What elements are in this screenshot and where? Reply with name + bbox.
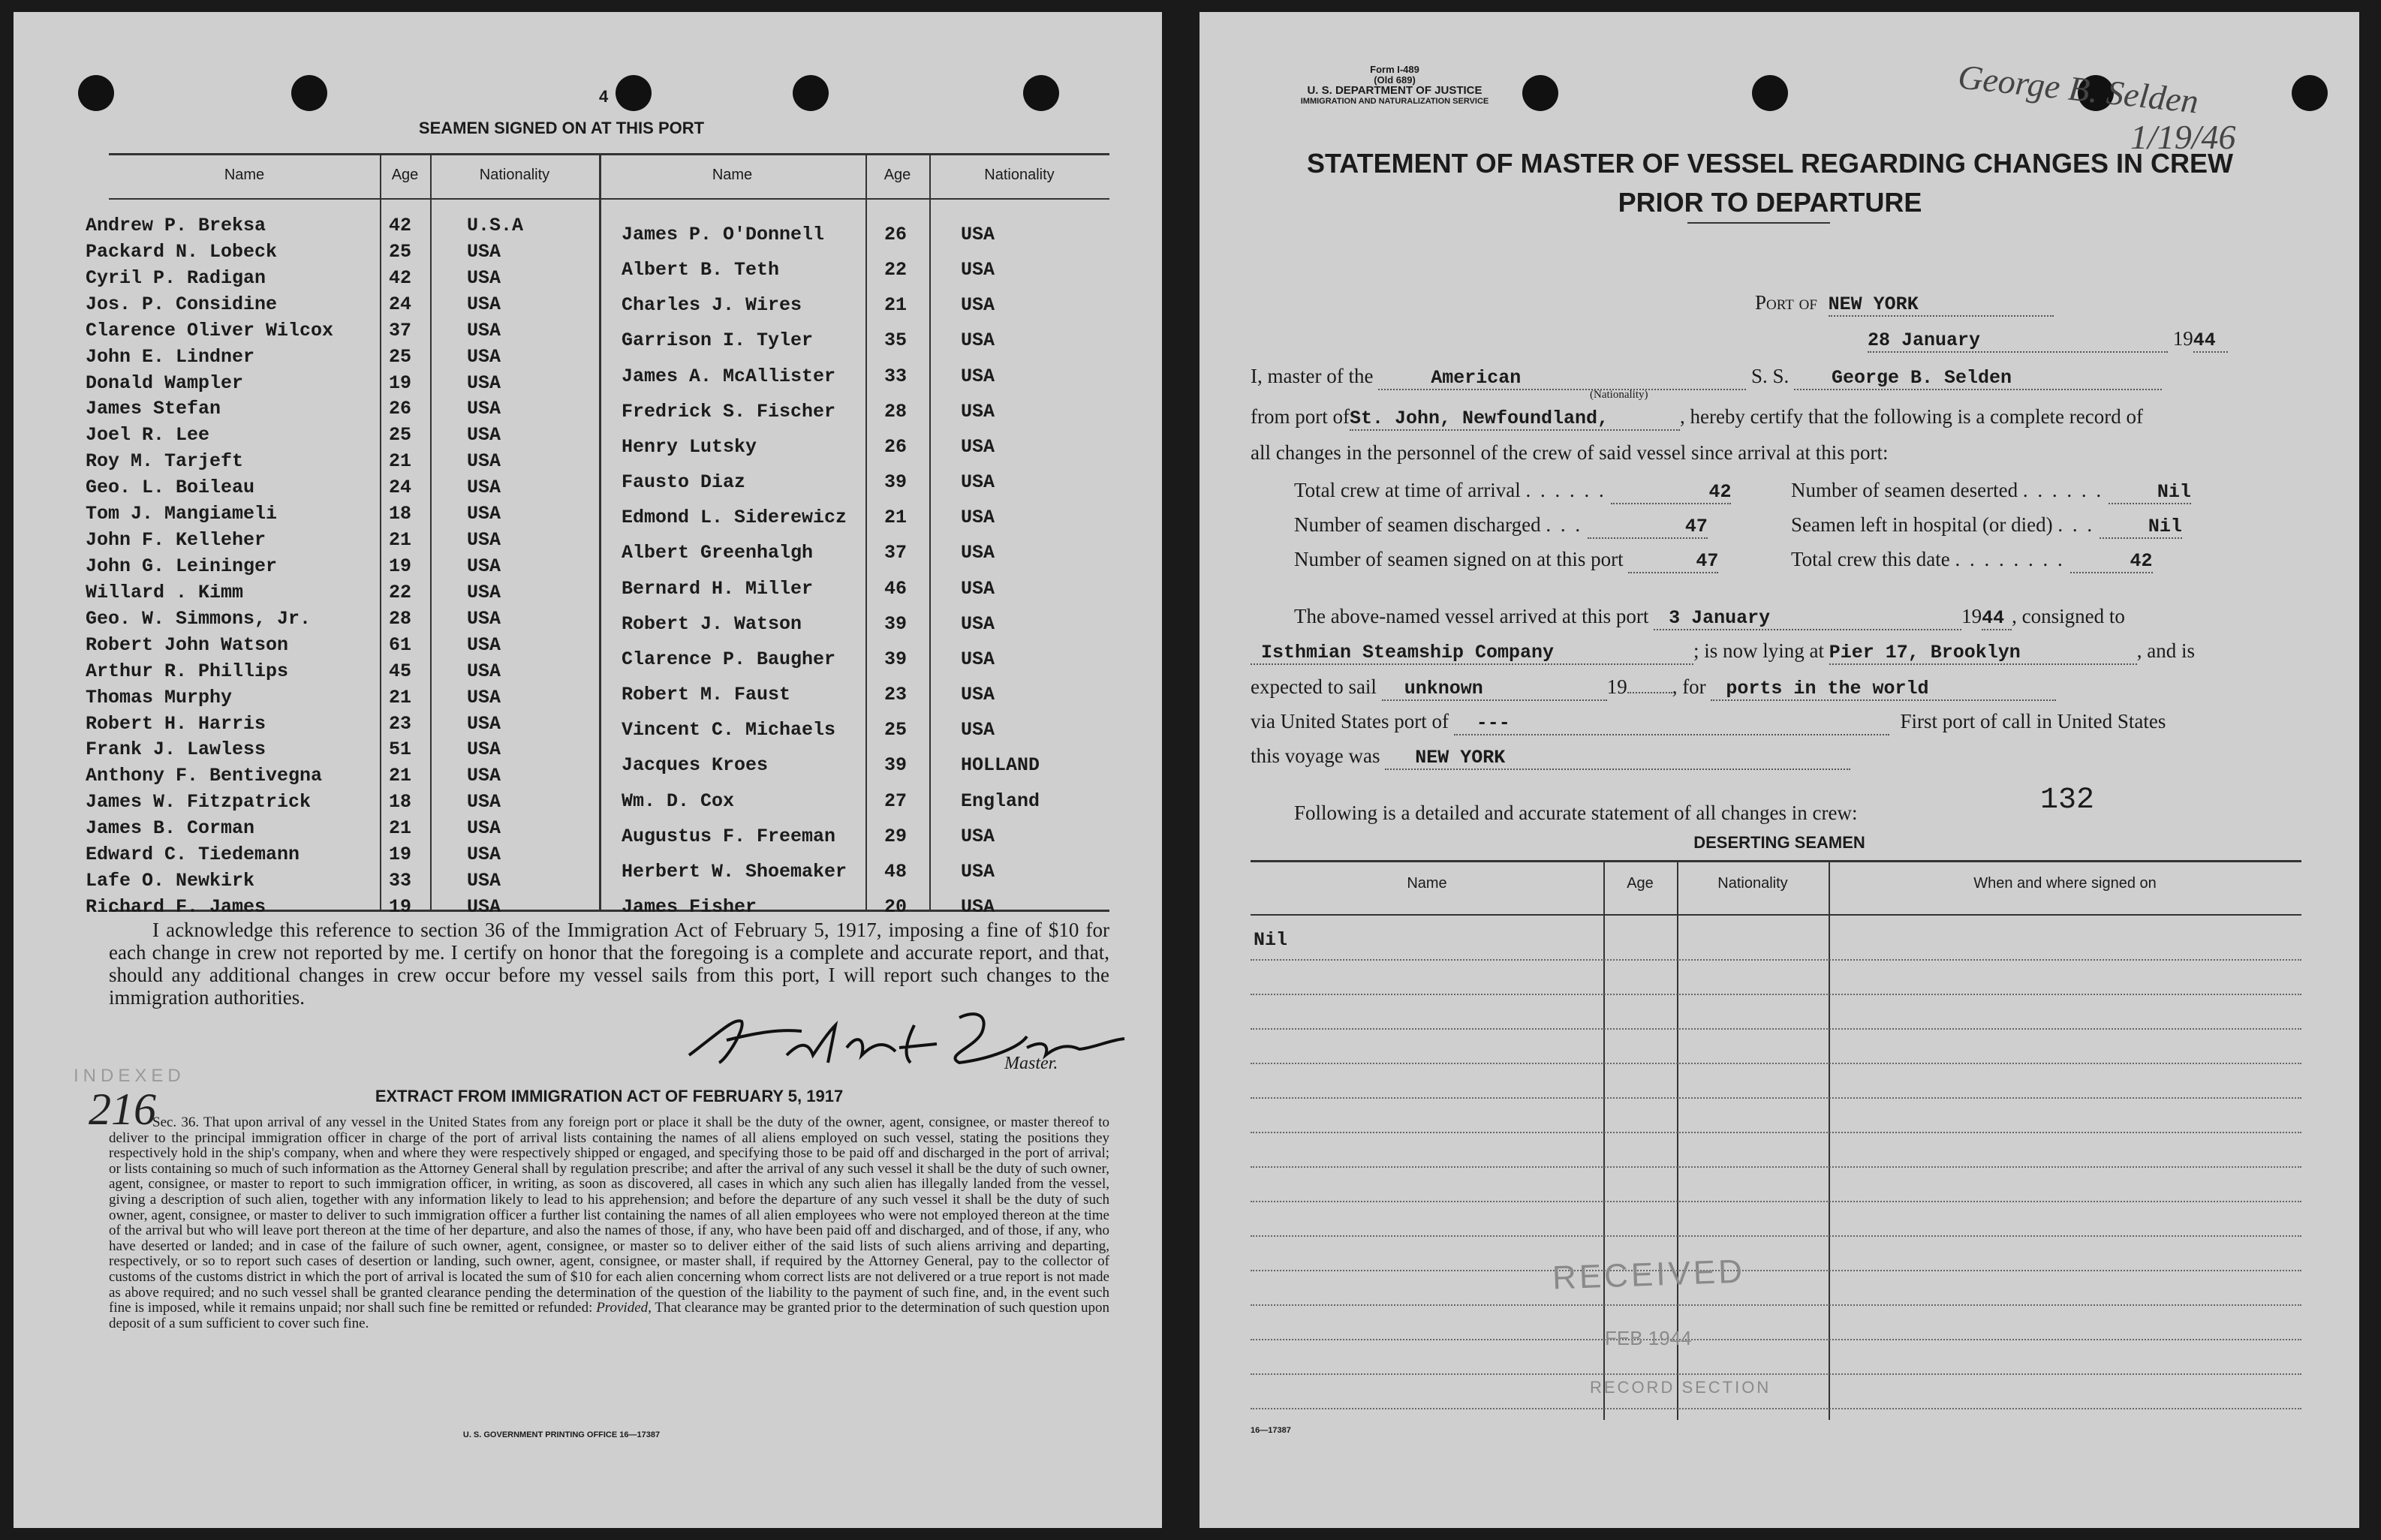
crew-nationality: USA	[467, 555, 501, 577]
all-changes-row: all changes in the personnel of the crew of said vessel since arrival at this port:	[1251, 441, 1889, 464]
crew-age: 61	[389, 633, 412, 656]
crew-age: 26	[389, 398, 412, 420]
crew-nationality: USA	[961, 471, 995, 494]
section-title: SEAMEN SIGNED ON AT THIS PORT	[418, 119, 705, 137]
crew-age: 46	[884, 577, 908, 600]
port-of-row: Port of NEW YORK	[1755, 291, 2054, 317]
crew-name: Arthur R. Phillips	[86, 660, 289, 682]
crew-name: Henry Lutsky	[622, 435, 757, 458]
crew-nationality: USA	[467, 371, 501, 394]
master-label: Master.	[1004, 1054, 1058, 1073]
from-port-row: from port ofSt. John, Newfoundland, , hereby certify that the following is a complete record of	[1251, 405, 2143, 429]
following-text: Following is a detailed and accurate statement of all changes in crew:	[1294, 802, 1858, 824]
crew-nationality: USA	[467, 633, 501, 656]
crew-name: Andrew P. Breksa	[86, 215, 266, 236]
col-nationality: Nationality	[479, 167, 550, 183]
crew-name: Packard N. Lobeck	[86, 240, 278, 263]
crew-age: 20	[884, 896, 908, 918]
crew-nationality: HOLLAND	[961, 754, 1040, 777]
col-age: Age	[391, 167, 419, 183]
crew-age: 26	[884, 435, 908, 458]
crew-nationality: USA	[961, 542, 995, 564]
form-header: Form I-489 (Old 689) U. S. DEPARTMENT OF JUSTICE IMMIGRATION AND NATURALIZATION SERVICE	[1300, 64, 1489, 106]
crew-age: 22	[389, 581, 412, 603]
crew-name: Fredrick S. Fischer	[622, 400, 836, 423]
master-signature	[674, 1003, 1139, 1078]
ruled-line	[1251, 1339, 2301, 1340]
crew-nationality: USA	[961, 507, 995, 529]
crew-name: Albert B. Teth	[622, 259, 780, 281]
crew-nationality: USA	[467, 293, 501, 315]
crew-nationality: USA	[961, 365, 995, 387]
crew-age: 19	[389, 371, 412, 394]
crew-nationality: USA	[961, 860, 995, 883]
crew-age: 19	[389, 555, 412, 577]
crew-name: John G. Leininger	[86, 555, 278, 577]
desert-col-age: Age	[1627, 875, 1654, 892]
crew-name: Albert Greenhalgh	[622, 542, 814, 564]
crew-age: 35	[884, 329, 908, 352]
crew-age: 25	[389, 424, 412, 447]
crew-age: 21	[884, 507, 908, 529]
handwritten-note: George B. Selden	[1956, 57, 2201, 121]
crew-name: Cyril P. Radigan	[86, 266, 266, 289]
crew-name: Edward C. Tiedemann	[86, 844, 300, 866]
crew-nationality: U.S.A	[467, 215, 524, 236]
crew-name: John E. Lindner	[86, 345, 255, 368]
ruled-line	[1251, 1063, 2301, 1064]
crew-name: Tom J. Mangiameli	[86, 503, 278, 525]
form-title: STATEMENT OF MASTER OF VESSEL REGARDING CHANGES IN CREW PRIOR TO DEPARTURE	[1306, 148, 2234, 218]
discharged-row: Number of seamen discharged . . . 47	[1294, 513, 1708, 537]
crew-name: Clarence Oliver Wilcox	[86, 319, 334, 341]
crew-nationality: USA	[467, 844, 501, 866]
punch-hole	[291, 75, 327, 111]
ruled-line	[1251, 1097, 2301, 1099]
crew-age: 19	[389, 896, 412, 918]
crew-nationality: USA	[467, 424, 501, 447]
crew-age: 21	[884, 294, 908, 317]
crew-nationality: USA	[961, 294, 995, 317]
crew-name: Thomas Murphy	[86, 686, 233, 708]
crew-age: 24	[389, 293, 412, 315]
crew-age: 39	[884, 471, 908, 494]
crew-age: 33	[389, 870, 412, 892]
signed-on-row: Number of seamen signed on at this port 47	[1294, 548, 1719, 572]
extract-title: EXTRACT FROM IMMIGRATION ACT OF FEBRUARY 5, 1917	[375, 1087, 844, 1105]
crew-nationality: USA	[961, 400, 995, 423]
crew-nationality: USA	[467, 870, 501, 892]
crew-age: 23	[884, 684, 908, 706]
crew-name: Joel R. Lee	[86, 424, 210, 447]
crew-name: James Stefan	[86, 398, 221, 420]
desert-col-nationality: Nationality	[1717, 875, 1788, 892]
crew-nationality: USA	[467, 686, 501, 708]
crew-age: 23	[389, 712, 412, 735]
received-date: FEB 1944	[1605, 1327, 1692, 1349]
crew-nationality: USA	[467, 896, 501, 918]
crew-name: James B. Corman	[86, 817, 255, 840]
crew-age: 21	[389, 450, 412, 473]
crew-nationality: USA	[467, 398, 501, 420]
crew-age: 33	[884, 365, 908, 387]
crew-nationality: USA	[467, 581, 501, 603]
punch-hole	[793, 75, 829, 111]
expected-row: expected to sail unknown 19 , for ports in the world	[1251, 675, 2056, 701]
ruled-line	[1251, 1132, 2301, 1133]
crew-name: Fausto Diaz	[622, 471, 746, 494]
crew-name: Lafe O. Newkirk	[86, 870, 255, 892]
crew-name: James Fisher	[622, 896, 757, 918]
crew-age: 39	[884, 612, 908, 635]
crew-name: Clarence P. Baugher	[622, 648, 836, 670]
ruled-line	[1251, 1408, 2301, 1409]
crew-name: Robert John Watson	[86, 633, 289, 656]
ruled-line	[1251, 1235, 2301, 1237]
left-page	[14, 12, 1162, 1528]
crew-nationality: USA	[467, 738, 501, 761]
consignee-row: Isthmian Steamship Company ; is now lying at Pier 17, Brooklyn , and is	[1251, 639, 2195, 665]
right-page	[1200, 12, 2359, 1528]
received-stamp: RECEIVED	[1552, 1253, 1746, 1297]
crew-name: Geo. L. Boileau	[86, 477, 255, 499]
punch-hole	[1752, 75, 1788, 111]
crew-nationality: USA	[961, 719, 995, 741]
crew-name: Jacques Kroes	[622, 754, 769, 777]
crew-age: 19	[389, 844, 412, 866]
crew-name: James P. O'Donnell	[622, 224, 825, 245]
crew-age: 21	[389, 765, 412, 787]
crew-nationality: England	[961, 790, 1040, 812]
punch-hole	[78, 75, 114, 111]
nationality-caption: (Nationality)	[1590, 389, 1648, 401]
crew-age: 22	[884, 259, 908, 281]
crew-name: John F. Kelleher	[86, 529, 266, 552]
acknowledgement: I acknowledge this reference to section 36 of the Immigration Act of February 5, 1917, imposing a fine of $10 for each change in crew not reported by me. I certify on honor that the foregoing is a complete and accurate report, and that, should any additional changes in crew occur before my vessel sails from this port, I will report such changes to the immigration authorities.	[109, 919, 1109, 1009]
arrived-row: The above-named vessel arrived at this port 3 January 1944 , consigned to	[1294, 605, 2125, 629]
crew-age: 42	[389, 215, 412, 236]
extract-text: Sec. 36. That upon arrival of any vessel in the United States from any foreign port or place it shall be the duty of the owner, agent, consignee, or master thereof to deliver to the principal immigration officer in charge of the port of arrival lists containing the names of all aliens employed on such vessel, stating the positions they respectively hold in the ship's company, when and where they were respectively shipped or engaged, and specifying those to be paid off and discharged in the port of arrival; or lists containing so much of such information as the Attorney General shall by regulation prescribe; and after the arrival of any such vessel it shall be the duty of such owner, agent, consignee, or master to report to such immigration officer, in writing, as soon as discovered, all cases in which any such alien has illegally landed from the vessel, giving a description of such alien, together with any information likely to lead to his apprehension; and before the departure of any such vessel it shall be the duty of such owner, agent, consignee, or master to deliver to such immigration officer a further list containing the names of all alien employees who were not employed thereon at the time of the arrival but who will leave port thereon at the time of her departure, and also the names of those, if any, who have been paid off and discharged, and of those, if any, who have deserted or landed; and in case of the failure of such owner, agent, consignee, or master so to deliver either of the said lists of such aliens arriving and departing, respectively, or so to report such cases of desertion or landing, such owner, agent, consignee, or master shall, if required by the Attorney General, pay to the collector of customs of the customs district in which the port of arrival is located the sum of $10 for each alien concerning whom correct lists are not delivered or a true report is not made as above required; and no such vessel shall be granted clearance pending the determination of the question of the liability to the payment of such fine, and, in the event such fine is imposed, while it remains unpaid; nor shall such fine be remitted or refunded: Provided, That clearance may be granted prior to the determination of such question upon deposit of a sum sufficient to cover such fine.	[109, 1114, 1110, 1331]
crew-nationality: USA	[467, 817, 501, 840]
crew-age: 27	[884, 790, 908, 812]
crew-name: Roy M. Tarjeft	[86, 450, 244, 473]
col-name-2: Name	[712, 167, 753, 183]
crew-age: 25	[389, 240, 412, 263]
ruled-line	[1251, 994, 2301, 995]
crew-name: Herbert W. Shoemaker	[622, 860, 847, 883]
crew-age: 42	[389, 266, 412, 289]
crew-age: 21	[389, 686, 412, 708]
crew-age: 28	[389, 607, 412, 630]
crew-name: James A. McAllister	[622, 365, 836, 387]
ruled-line	[1251, 959, 2301, 961]
crew-nationality: USA	[961, 329, 995, 352]
record-stamp: RECORD SECTION	[1590, 1378, 1771, 1397]
crew-nationality: USA	[467, 266, 501, 289]
crew-name: Jos. P. Considine	[86, 293, 278, 315]
deserted-row: Number of seamen deserted . . . . . . Nil	[1791, 479, 2191, 503]
crew-age: 37	[389, 319, 412, 341]
crew-age: 39	[884, 754, 908, 777]
crew-name: Charles J. Wires	[622, 294, 802, 317]
crew-name: Vincent C. Michaels	[622, 719, 836, 741]
crew-nationality: USA	[961, 435, 995, 458]
punch-hole	[616, 75, 652, 111]
page-number: 4	[599, 87, 609, 106]
col-age-2: Age	[883, 167, 911, 183]
deserting-title: DESERTING SEAMEN	[1693, 833, 1865, 852]
crew-nationality: USA	[961, 612, 995, 635]
ruled-line	[1251, 1373, 2301, 1375]
crew-name: Garrison I. Tyler	[622, 329, 814, 352]
crew-name: Frank J. Lawless	[86, 738, 266, 761]
ruled-line	[1251, 1201, 2301, 1202]
crew-nationality: USA	[961, 259, 995, 281]
indexed-stamp: INDEXED	[74, 1066, 185, 1086]
col-name: Name	[224, 167, 265, 183]
crew-nationality: USA	[467, 529, 501, 552]
ruled-line	[1251, 1166, 2301, 1168]
crew-nationality: USA	[961, 648, 995, 670]
crew-name: Robert H. Harris	[86, 712, 266, 735]
desert-col-name: Name	[1407, 875, 1447, 892]
crew-age: 48	[884, 860, 908, 883]
crew-nationality: USA	[467, 240, 501, 263]
crew-name: Robert M. Faust	[622, 684, 791, 706]
crew-age: 51	[389, 738, 412, 761]
crew-age: 37	[884, 542, 908, 564]
crew-name: Richard F. James	[86, 896, 266, 918]
form-footer: 16—17387	[1251, 1426, 1291, 1435]
crew-nationality: USA	[961, 577, 995, 600]
crew-name: Anthony F. Bentivegna	[86, 765, 323, 787]
crew-age: 28	[884, 400, 908, 423]
crew-age: 21	[389, 529, 412, 552]
crew-name: Bernard H. Miller	[622, 577, 814, 600]
crew-age: 24	[389, 477, 412, 499]
crew-age: 39	[884, 648, 908, 670]
crew-nationality: USA	[467, 660, 501, 682]
ruled-line	[1251, 1270, 2301, 1271]
crew-nationality: USA	[467, 319, 501, 341]
number-132: 132	[2040, 784, 2095, 817]
crew-age: 25	[884, 719, 908, 741]
total-crew-row: Total crew at time of arrival . . . . . . 42	[1294, 479, 1732, 503]
margin-mark: 216	[89, 1084, 156, 1134]
handwritten-date: 1/19/46	[2130, 118, 2236, 156]
crew-nationality: USA	[467, 477, 501, 499]
master-of-row: I, master of the American S. S. George B. Selden	[1251, 365, 2162, 390]
crew-age: 21	[389, 817, 412, 840]
crew-age: 29	[884, 825, 908, 847]
crew-nationality: USA	[961, 684, 995, 706]
punch-hole	[1023, 75, 1059, 111]
total-date-row: Total crew this date . . . . . . . . 42	[1791, 548, 2153, 572]
crew-name: Robert J. Watson	[622, 612, 802, 635]
crew-age: 45	[389, 660, 412, 682]
crew-name: Willard . Kimm	[86, 581, 244, 603]
crew-nationality: USA	[467, 345, 501, 368]
crew-nationality: USA	[467, 503, 501, 525]
crew-age: 18	[389, 503, 412, 525]
crew-nationality: USA	[467, 607, 501, 630]
crew-name: Edmond L. Siderewicz	[622, 507, 847, 529]
crew-age: 26	[884, 224, 908, 245]
crew-name: Geo. W. Simmons, Jr.	[86, 607, 312, 630]
crew-name: Augustus F. Freeman	[622, 825, 836, 847]
crew-name: Wm. D. Cox	[622, 790, 735, 812]
col-nationality-2: Nationality	[984, 167, 1055, 183]
crew-age: 25	[389, 345, 412, 368]
crew-nationality: USA	[467, 450, 501, 473]
crew-nationality: USA	[467, 712, 501, 735]
printer-line: U. S. GOVERNMENT PRINTING OFFICE 16—17387	[462, 1430, 661, 1439]
crew-nationality: USA	[961, 896, 995, 918]
desert-col-signed-on: When and where signed on	[1973, 875, 2157, 892]
ruled-line	[1251, 1304, 2301, 1306]
first-port-row: this voyage was NEW YORK	[1251, 744, 1850, 770]
crew-age: 18	[389, 791, 412, 814]
ruled-line	[1251, 1028, 2301, 1030]
date-row: 28 January 1944	[1868, 327, 2228, 353]
hospital-row: Seamen left in hospital (or died) . . . Nil	[1791, 513, 2182, 537]
crew-nationality: USA	[467, 765, 501, 787]
crew-nationality: USA	[961, 825, 995, 847]
crew-nationality: USA	[467, 791, 501, 814]
crew-name: Donald Wampler	[86, 371, 244, 394]
crew-name: James W. Fitzpatrick	[86, 791, 312, 814]
desert-entry: Nil	[1254, 929, 1288, 951]
via-row: via United States port of --- First port of call in United States	[1251, 710, 2166, 734]
punch-hole	[2292, 75, 2328, 111]
crew-nationality: USA	[961, 224, 995, 245]
